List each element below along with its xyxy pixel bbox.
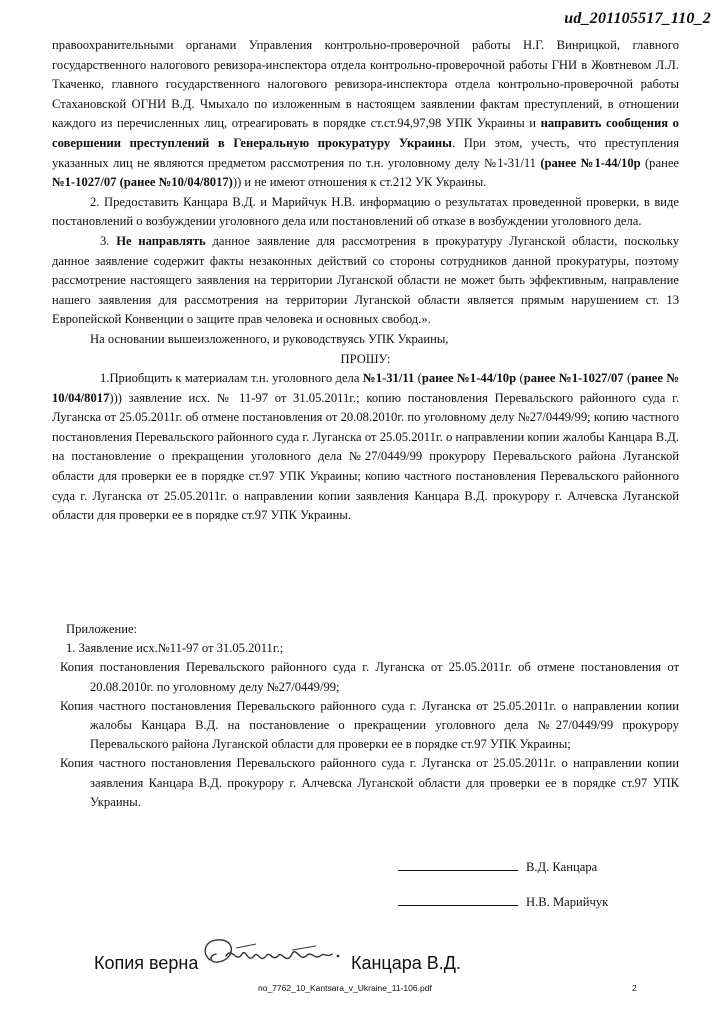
- text-run: (: [516, 371, 524, 386]
- attachments-heading: Приложение:: [66, 622, 138, 636]
- text-run: 3.: [100, 233, 117, 248]
- signature-blank: [398, 858, 518, 871]
- bold-text-run: ранее №1-44/10р: [421, 371, 517, 386]
- paragraph-item-2: 2. Предоставить Канцара В.Д. и Марийчук Н.В. информацию о результатах проведенной проверки, в виде постановлений о возбуждении уголовного дела или постановлений об отказе в возбуждении уголовного дела.: [52, 194, 679, 229]
- copy-certified-label: Копия верна: [94, 953, 199, 973]
- page-number: 2: [632, 983, 637, 993]
- copy-certified-name: Канцара В.Д.: [351, 953, 461, 973]
- signature-line-1: [398, 858, 597, 875]
- bold-text-run: №1-31/11: [362, 371, 415, 386]
- paragraph-item-3: [52, 232, 679, 330]
- text-run: (: [623, 371, 632, 386]
- text-run: 1.Приобщить к материалам т.н. уголовного дела: [100, 371, 363, 386]
- text-run: ))) заявление исх. № 11-97 от 31.05.2011г.; копию постановления Перевальского районного суда г. Луганска от 25.05.2011г. об отмене постановления от 20.08.2010г. по уголовному делу №27/0449/99; копию частного постановления Перевальского районного суда г. Луганска от 25.05.2011г. о направлении копии жалобы Канцара В.Д. на постановление о прекращении уголовного дела №27/0449/99 прокурору Перевальского района Луганской области для проверки ее в порядке ст.97 УПК Украины; копию частного постановления Перевальского районного суда г. Луганска от 25.05.2011г. о направлении копии заявления Канцара В.Д. прокурору г. Алчевска Луганской области для проверки ее в порядке ст.97 УПК Украины.: [52, 390, 679, 523]
- signature-blank: [398, 893, 518, 906]
- text-run: данное заявление для рассмотрения в прокуратуру Луганской области, поскольку данное заявление содержит факты незаконных действий со стороны сотрудников данной прокуратуры, поэтому рассмотрение настоящего заявления на территории Луганской области не может быть эффективным, направление нашего заявления для рассмотрения на территории Луганской области является прямым нарушением ст. 13 Европейской Конвенции о защите прав человека и основных свобод.».: [52, 233, 679, 327]
- text-run: . При этом, учесть, что преступления указанных лиц не являются предметом рассмотрения по т.н. уголовному делу №1-31/11: [52, 135, 679, 170]
- document-id: ud_201105517_110_2: [564, 10, 711, 27]
- handwritten-signature: [196, 930, 356, 980]
- attachments-section: [60, 620, 679, 812]
- signature-line-2: [398, 893, 608, 910]
- text-run: правоохранительными органами Управления контрольно-проверочной работы Н.Г. Винрицкой, главного государственного налогового ревизора-инспектора отдела контрольно-проверочной работы ГНИ в Жовтневом Л.Л. Ткаченко, главного государственного налогового ревизора-инспектора отдела контрольно-проверочной работы Стахановской ОГНИ В.Д. Чмыхало по изложенным в настоящем заявлении фактам преступлений, в отношении каждого из перечисленных лиц, отреагировать в порядке ст.ст.94,97,98 УПК Украины и: [52, 38, 679, 131]
- bold-text-run: ранее № 10/04/8017: [52, 371, 679, 405]
- paragraph-continued: [52, 36, 679, 193]
- request-item-1: [52, 369, 679, 526]
- paragraph-basis: На основании вышеизложенного, и руководствуясь УПК Украины,: [90, 331, 449, 346]
- text-run: (: [414, 371, 422, 386]
- text-run: )) и не имеют отношения к ст.212 УК Украины.: [232, 175, 487, 190]
- bold-text-run: Не направлять: [116, 233, 206, 248]
- bold-text-run: ранее №1-1027/07: [523, 371, 624, 386]
- attachment-item: Копия частного постановления Перевальского районного суда г. Луганска от 25.05.2011г. о направлении копии жалобы Канцара В.Д. на постановление о прекращении уголовного дела №27/0449/99 прокурору Перевальского района Луганской области для проверки ее в порядке ст.97 УПК Украины;: [60, 698, 679, 752]
- document-body: [52, 36, 679, 526]
- bold-text-run: (ранее №1-44/10р: [540, 155, 641, 170]
- signer-name: Н.В. Марийчук: [526, 895, 609, 909]
- bold-text-run: направить сообщения о совершении преступлений в Генеральную прокуратуру Украины: [52, 116, 679, 150]
- attachment-item: Копия постановления Перевальского районного суда г. Луганска от 25.05.2011г. об отмене постановления от 20.08.2010г. по уголовному делу №27/0449/99;: [60, 660, 679, 694]
- text-run: (ранее: [640, 155, 679, 170]
- request-heading: ПРОШУ:: [340, 351, 391, 366]
- signer-name: В.Д. Канцара: [526, 860, 598, 874]
- footer-filename: no_7762_10_Kantsara_v_Ukraine_11-106.pdf: [258, 983, 432, 993]
- attachment-item: 1. Заявление исх.№11-97 от 31.05.2011г.;: [66, 641, 284, 656]
- bold-text-run: №1-1027/07 (ранее №10/04/8017): [52, 175, 233, 190]
- attachment-item: Копия частного постановления Перевальского районного суда г. Луганска от 25.05.2011г. о направлении копии заявления Канцара В.Д. прокурору г. Алчевска Луганской области для проверки ее в порядке ст.97 УПК Украины.: [60, 756, 679, 809]
